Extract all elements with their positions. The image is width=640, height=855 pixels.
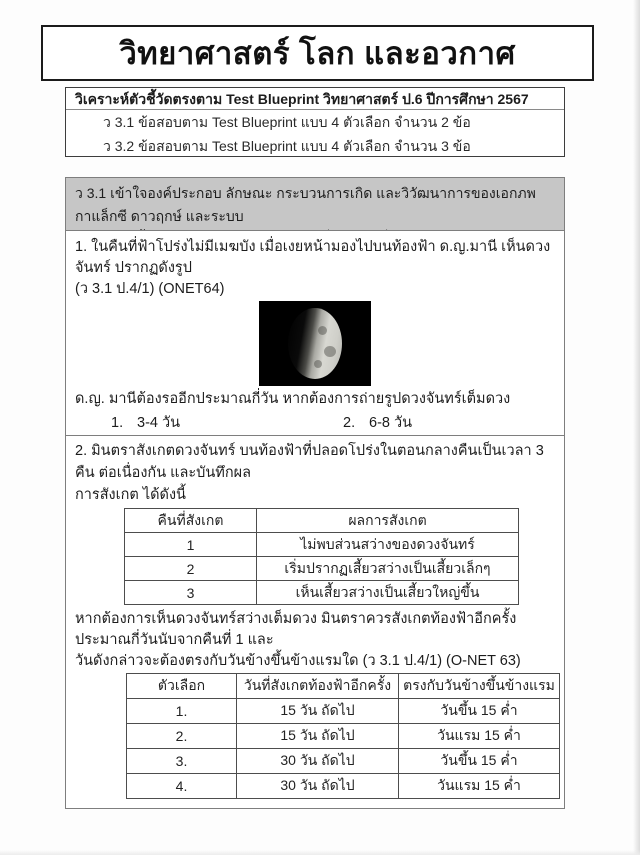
table-cell: วันขึ้น 15 ค่ำ xyxy=(399,699,560,724)
choice-number: 1. xyxy=(111,415,124,431)
choice-label: 3-4 วัน xyxy=(137,415,181,431)
observation-table xyxy=(124,508,519,605)
table-row xyxy=(127,774,560,799)
table-cell: 2 xyxy=(125,557,257,581)
table-cell: 30 วัน ถัดไป xyxy=(237,774,399,799)
table-cell: 2. xyxy=(127,724,237,749)
choice-header-day: วันที่สังเกตท้องฟ้าอีกครั้ง xyxy=(237,674,399,699)
indicator-line-1: ว 3.1 เข้าใจองค์ประกอบ ลักษณะ กระบวนการเกิด และวิวัฒนาการของเอกภพกาแล็กซี ดาวฤกษ์ และระบบ xyxy=(75,185,536,224)
title-box xyxy=(41,25,594,81)
choice-label: 6-8 วัน xyxy=(369,415,413,431)
moon-disc xyxy=(288,308,342,379)
answer-choice-table-body xyxy=(127,699,560,799)
table-cell: เห็นเสี้ยวสว่างเป็นเสี้ยวใหญ่ขึ้น xyxy=(257,581,519,605)
observation-header-result: ผลการสังเกต xyxy=(257,509,519,533)
question-1 xyxy=(66,231,564,436)
observation-header-night: คืนที่สังเกต xyxy=(125,509,257,533)
table-row xyxy=(125,557,519,581)
table-cell: วันแรม 15 ค่ำ xyxy=(399,724,560,749)
blueprint-analysis-box xyxy=(65,87,565,157)
blueprint-analysis-header: วิเคราะห์ตัวชี้วัดตรงตาม Test Blueprint วิทยาศาสตร์ ป.6 ปีการศึกษา 2567 xyxy=(66,88,564,110)
question-2-text-line-2: การสังเกต ได้ดังนี้ xyxy=(75,487,186,503)
table-cell: 4. xyxy=(127,774,237,799)
moon-crater xyxy=(324,346,336,357)
choice-number: 2. xyxy=(343,415,356,431)
question-1-text: 1. ในคืนที่ฟ้าโปร่งไม่มีเมฆบัง เมื่อเงยหน้ามองไปบนท้องฟ้า ด.ญ.มานี เห็นดวงจันทร์ ปรากฏดังรูป xyxy=(75,239,551,276)
question-2-text-line-1: 2. มินตราสังเกตดวงจันทร์ บนท้องฟ้าที่ปลอดโปร่งในตอนกลางคืนเป็นเวลา 3 คืน ต่อเนื่องกัน และบันทึกผล xyxy=(75,443,544,481)
moon-phase-image xyxy=(259,301,371,386)
table-cell: วันขึ้น 15 ค่ำ xyxy=(399,749,560,774)
moon-crater xyxy=(314,360,322,368)
choice-header-lunar-day: ตรงกับวันข้างขึ้นข้างแรม xyxy=(399,674,560,699)
table-cell: 15 วัน ถัดไป xyxy=(237,699,399,724)
question-1-reference: (ว 3.1 ป.4/1) (ONET64) xyxy=(75,281,225,297)
choice-header-option: ตัวเลือก xyxy=(127,674,237,699)
table-cell: 1 xyxy=(125,533,257,557)
question-1-subquestion: ด.ญ. มานีต้องรออีกประมาณกี่วัน หากต้องการถ่ายรูปดวงจันทร์เต็มดวง xyxy=(75,391,511,407)
question-1-choices xyxy=(111,413,564,436)
page-edge-shadow-bottom xyxy=(0,850,640,855)
table-cell: วันแรม 15 ค่ำ xyxy=(399,774,560,799)
indicator-strip xyxy=(66,178,564,231)
observation-table-body xyxy=(125,533,519,605)
table-row xyxy=(125,533,519,557)
table-cell: เริ่มปรากฏเสี้ยวสว่างเป็นเสี้ยวเล็กๆ xyxy=(257,557,519,581)
table-cell: 30 วัน ถัดไป xyxy=(237,749,399,774)
choice-2 xyxy=(343,413,564,433)
answer-choice-table xyxy=(126,673,560,799)
table-cell: ไม่พบส่วนสว่างของดวงจันทร์ xyxy=(257,533,519,557)
table-cell: 1. xyxy=(127,699,237,724)
table-row xyxy=(127,749,560,774)
table-row xyxy=(127,699,560,724)
choice-1 xyxy=(111,413,343,433)
table-cell: 3. xyxy=(127,749,237,774)
question-2-followup-line-2: วันดังกล่าวจะต้องตรงกับวันข้างขึ้นข้างแรมใด (ว 3.1 ป.4/1) (O-NET 63) xyxy=(75,653,521,669)
question-2 xyxy=(66,436,564,809)
blueprint-line-1: ว 3.1 ข้อสอบตาม Test Blueprint แบบ 4 ตัวเลือก จำนวน 2 ข้อ xyxy=(103,114,471,130)
table-row xyxy=(127,724,560,749)
observation-table-header-row xyxy=(125,509,519,533)
page-title: วิทยาศาสตร์ โลก และอวกาศ xyxy=(119,36,516,71)
page-edge-shadow xyxy=(633,0,640,855)
table-cell: 15 วัน ถัดไป xyxy=(237,724,399,749)
moon-crater xyxy=(318,326,327,335)
exam-content-box xyxy=(65,177,565,809)
table-row xyxy=(125,581,519,605)
question-2-followup-line-1: หากต้องการเห็นดวงจันทร์สว่างเต็มดวง มินตราควรสังเกตท้องฟ้าอีกครั้งประมาณกี่วันนับจากคืนที่ 1 และ xyxy=(75,611,517,648)
blueprint-line-2: ว 3.2 ข้อสอบตาม Test Blueprint แบบ 4 ตัวเลือก จำนวน 3 ข้อ xyxy=(103,138,471,154)
answer-choice-header-row xyxy=(127,674,560,699)
table-cell: 3 xyxy=(125,581,257,605)
